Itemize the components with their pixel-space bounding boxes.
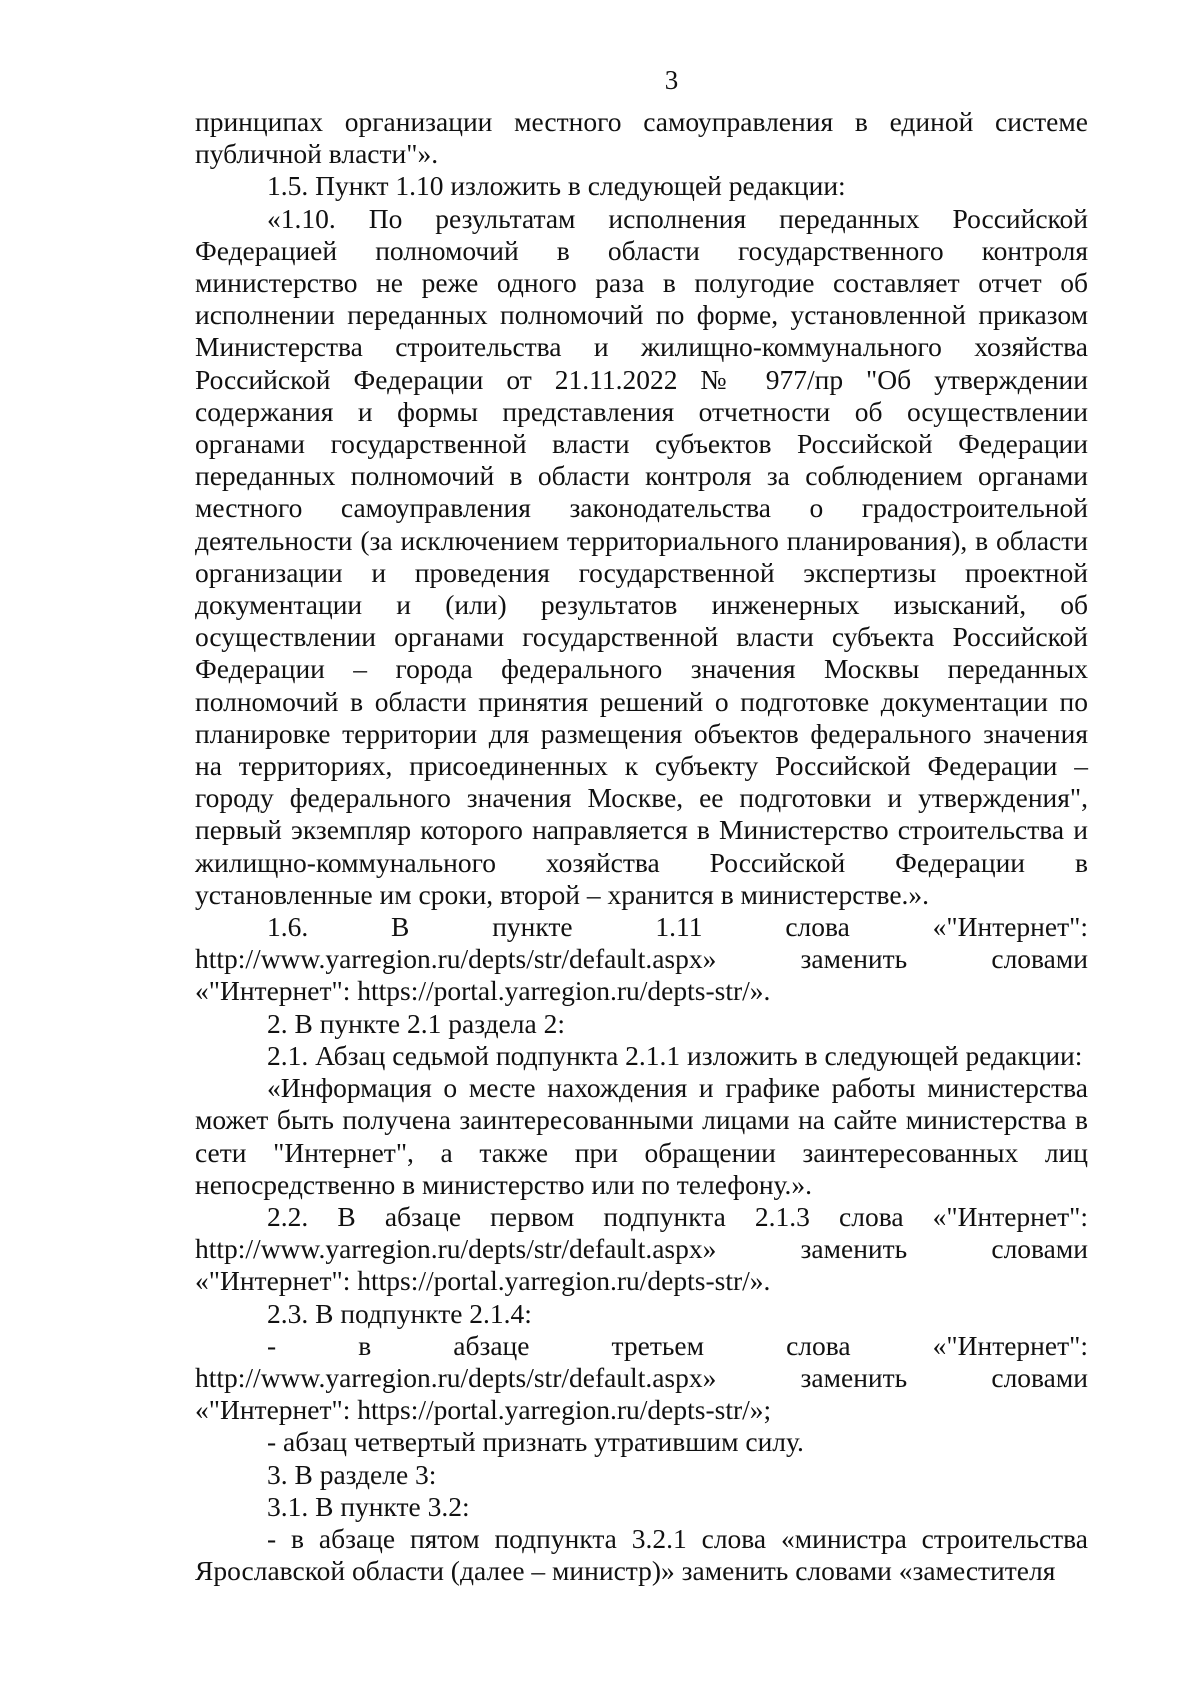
paragraph-item-1-6: 1.6. В пункте 1.11 слова «"Интернет": http://www.yarregion.ru/depts/str/default.aspx» заменить словами «"Интернет": https://portal.yarregion.ru/depts-str/». xyxy=(195,911,1088,1007)
paragraph-item-3: 3. В разделе 3: xyxy=(267,1458,437,1490)
paragraph-item-2-1: 2.1. Абзац седьмой подпункта 2.1.1 изложить в следующей редакции: xyxy=(267,1039,1083,1071)
paragraph-item-3-1-a: - в абзаце пятом подпункта 3.2.1 слова «министра строительства Ярославской области (далее – министр)» заменить словами «заместителя xyxy=(195,1522,1088,1587)
paragraph-item-2-3-b: - абзац четвертый признать утратившим силу. xyxy=(267,1426,804,1458)
paragraph-item-3-1: 3.1. В пункте 3.2: xyxy=(267,1490,470,1522)
page-number: 3 xyxy=(664,65,679,95)
paragraph-continuation: принципах организации местного самоуправления в единой системе публичной власти"». xyxy=(195,106,1088,170)
paragraph-item-1-5: 1.5. Пункт 1.10 изложить в следующей редакции: xyxy=(267,170,846,202)
paragraph-item-2-3: 2.3. В подпункте 2.1.4: xyxy=(267,1297,532,1329)
paragraph-item-2-3-a: - в абзаце третьем слова «"Интернет": http://www.yarregion.ru/depts/str/default.aspx» заменить словами «"Интернет": https://portal.yarregion.ru/depts-str/»; xyxy=(195,1329,1088,1426)
paragraph-item-2-1-text: «Информация о месте нахождения и графике работы министерства может быть получена заинтересованными лицами на сайте министерства в сети "Интернет", а также при обращении заинтересованных лиц непосредственно в министерство или по телефону.». xyxy=(195,1072,1088,1200)
paragraph-item-2: 2. В пункте 2.1 раздела 2: xyxy=(267,1007,565,1039)
paragraph-item-1-10-text: «1.10. По результатам исполнения переданных Российской Федерацией полномочий в области государственного контроля министерство не реже одного раза в полугодие составляет отчет об исполнении переданных полномочий по форме, установленной приказом Министерства строительства и жилищно-коммунального хозяйства Российской Федерации от 21.11.2022 № 977/пр "Об утверждении содержания и формы представления отчетности об осуществлении органами государственной власти субъектов Российской Федерации переданных полномочий в области контроля за соблюдением органами местного самоуправления законодательства о градостроительной деятельности (за исключением территориального планирования), в области организации и проведения государственной экспертизы проектной документации и (или) результатов инженерных изысканий, об осуществлении органами государственной власти субъекта Российской Федерации – города федерального значения Москвы переданных полномочий в области принятия решений о подготовке документации по планировке территории для размещения объектов федерального значения на территориях, присоединенных к субъекту Российской Федерации – городу федерального значения Москве, ее подготовки и утверждения", первый экземпляр которого направляется в Министерство строительства и жилищно-коммунального хозяйства Российской Федерации в установленные им сроки, второй – хранится в министерстве.». xyxy=(195,202,1088,910)
paragraph-item-2-2: 2.2. В абзаце первом подпункта 2.1.3 слова «"Интернет": http://www.yarregion.ru/depts/str/default.aspx» заменить словами «"Интернет": https://portal.yarregion.ru/depts-str/». xyxy=(195,1200,1088,1297)
